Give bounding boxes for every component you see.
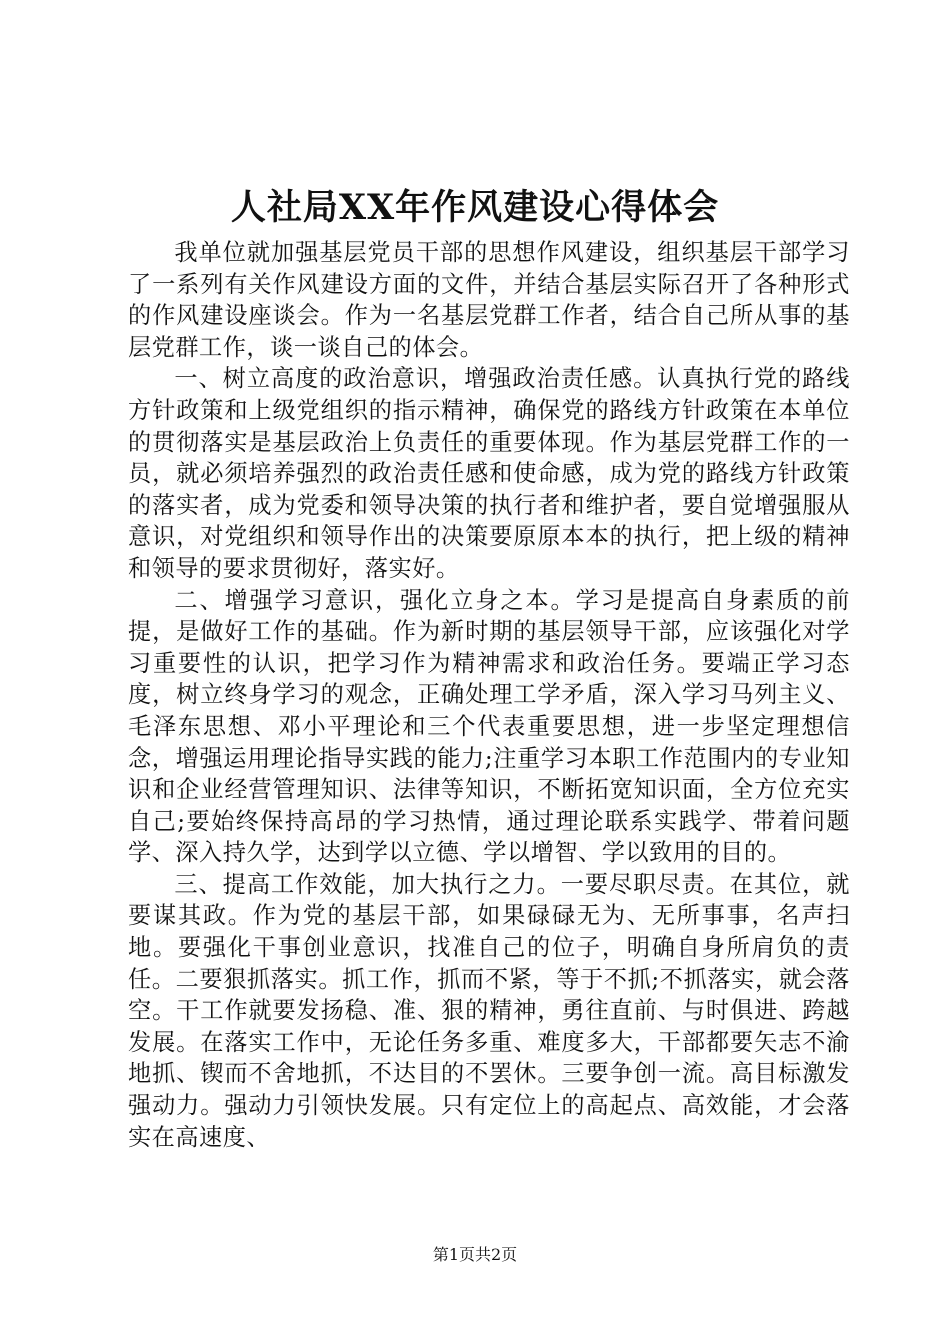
paragraph-section-2: 二、增强学习意识，强化立身之本。学习是提高自身素质的前提，是做好工作的基础。作为新时期的基层领导干部，应该强化对学习重要性的认识，把学习作为精神需求和政治任务。要端正学习态度，树立终身学习的观念，正确处理工学矛盾，深入学习马列主义、毛泽东思想、邓小平理论和三个代表重要思想，进一步坚定理想信念，增强运用理论指导实践的能力;注重学习本职工作范围内的专业知识和企业经营管理知识、法律等知识，不断拓宽知识面，全方位充实自己;要始终保持高昂的学习热情，通过理论联系实践学、带着问题学、深入持久学，达到学以立德、学以增智、学以致用的目的。 [128, 586, 850, 867]
document-title: 人社局XX年作风建设心得体会 [230, 187, 720, 228]
page-footer [0, 1244, 950, 1266]
page-number: 第1页 [432, 1245, 475, 1264]
paragraph-section-3: 三、提高工作效能，加大执行之力。一要尽职尽责。在其位，就要谋其政。作为党的基层干部，如果碌碌无为、无所事事，名声扫地。要强化干事创业意识，找准自己的位子，明确自身所肩负的责任。二要狠抓落实。抓工作，抓而不紧，等于不抓;不抓落实，就会落空。干工作就要发扬稳、准、狠的精神，勇往直前、与时俱进、跨越发展。在落实工作中，无论任务多重、难度多大，干部都要矢志不渝地抓、锲而不舍地抓，不达目的不罢休。三要争创一流。高目标激发强动力。强动力引领快发展。只有定位上的高起点、高效能，才会落实在高速度、 [128, 870, 850, 1151]
paragraph-section-1: 一、树立高度的政治意识，增强政治责任感。认真执行党的路线方针政策和上级党组织的指示精神，确保党的路线方针政策在本单位的贯彻落实是基层政治上负责任的重要体现。作为基层党群工作的一员，就必须培养强烈的政治责任感和使命感，成为党的路线方针政策的落实者，成为党委和领导决策的执行者和维护者，要自觉增强服从意识，对党组织和领导作出的决策要原原本本的执行，把上级的精神和领导的要求贯彻好，落实好。 [128, 365, 850, 582]
document-body [128, 237, 850, 1153]
page-total: 共2页 [475, 1245, 518, 1264]
paragraph-intro: 我单位就加强基层党员干部的思想作风建设，组织基层干部学习了一系列有关作风建设方面的文件，并结合基层实际召开了各种形式的作风建设座谈会。作为一名基层党群工作者，结合自己所从事的基层党群工作，谈一谈自己的体会。 [128, 239, 850, 361]
